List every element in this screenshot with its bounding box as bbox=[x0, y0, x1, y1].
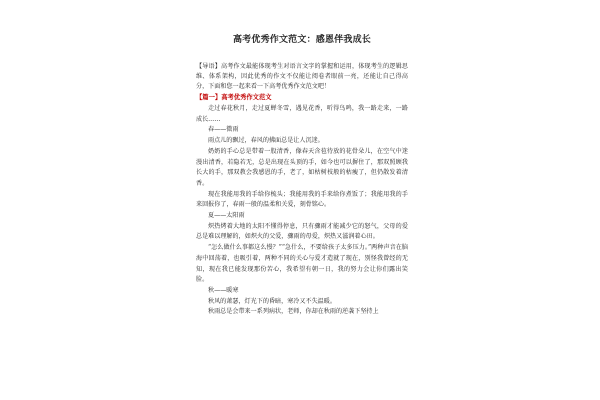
paragraph: 秋雨总是会带来一系列病状，老师，你却在秋雨的逆袭下坚持上 bbox=[208, 308, 379, 316]
paragraph: 奶奶的手心总是带着一股清香，像春天含苞待放的花骨朵儿，在空气中迷漫出清香，若隐若无，总是出现在头顶的手，如今也可以摒住了，那双照顾我长大的手，那双教会我感恩的手，老了，如枯树枝般的枯瘦了，但仍散发着清香。 bbox=[196, 147, 408, 187]
subheading-autumn: 秋——暖寒 bbox=[208, 286, 239, 294]
paragraph: 雨点儿的飘过，春风的拂面总是让人沉迷。 bbox=[208, 137, 324, 145]
paragraph: 现在我能用我的手给你梳头；我能用我的手来给你煮饭了；我能用我的手来回报你了，春雨一般的温柔和关爱，刻骨铭心。 bbox=[196, 190, 408, 209]
intro-paragraph: 【导语】高考作文最能体现考生对语言文字的掌握和运用，体现考生的逻辑思维、体系架构，因此优秀的作文不仅能让阅卷者眼前一亮，还能让自己得高分，下面和您一起来看一下高考优秀作文范文吧！ bbox=[196, 63, 408, 90]
paragraph: 炽热烤着大地的太阳不懂得停息，只有骤雨才能减少它的怒气，父母的爱总是难以理解的，如炽火的父爱，骤雨的母爱，炽热又滋润着心田。 bbox=[196, 222, 408, 241]
document-body bbox=[196, 34, 408, 318]
paragraph: 走过春花秋月，走过夏蝉冬雪，遇见花香，听得鸟鸣，我一路走来，一路成长…… bbox=[196, 105, 408, 123]
paragraph: “怎么做什么事都这么慢？”“急什么，不要给孩子太多压力。”两种声音在脑海中回荡着，也吸引着，两种不同的关心与爱才造就了现在，别怪我曾经的无知，现在我已能发现那份苦心，我希望有朝一日，我的努力会让你们露出笑脸。 bbox=[196, 244, 408, 284]
document-title: 高考优秀作文范文：感恩伴我成长 bbox=[232, 35, 371, 45]
section-heading: 【篇一】高考优秀作文范文 bbox=[196, 94, 272, 101]
subheading-summer: 夏——太阳雨 bbox=[208, 212, 245, 220]
paragraph: 秋风的萧瑟，灯光下的昏暗，寒冷又不失温暖。 bbox=[208, 297, 336, 305]
subheading-spring: 春——微雨 bbox=[208, 126, 239, 134]
